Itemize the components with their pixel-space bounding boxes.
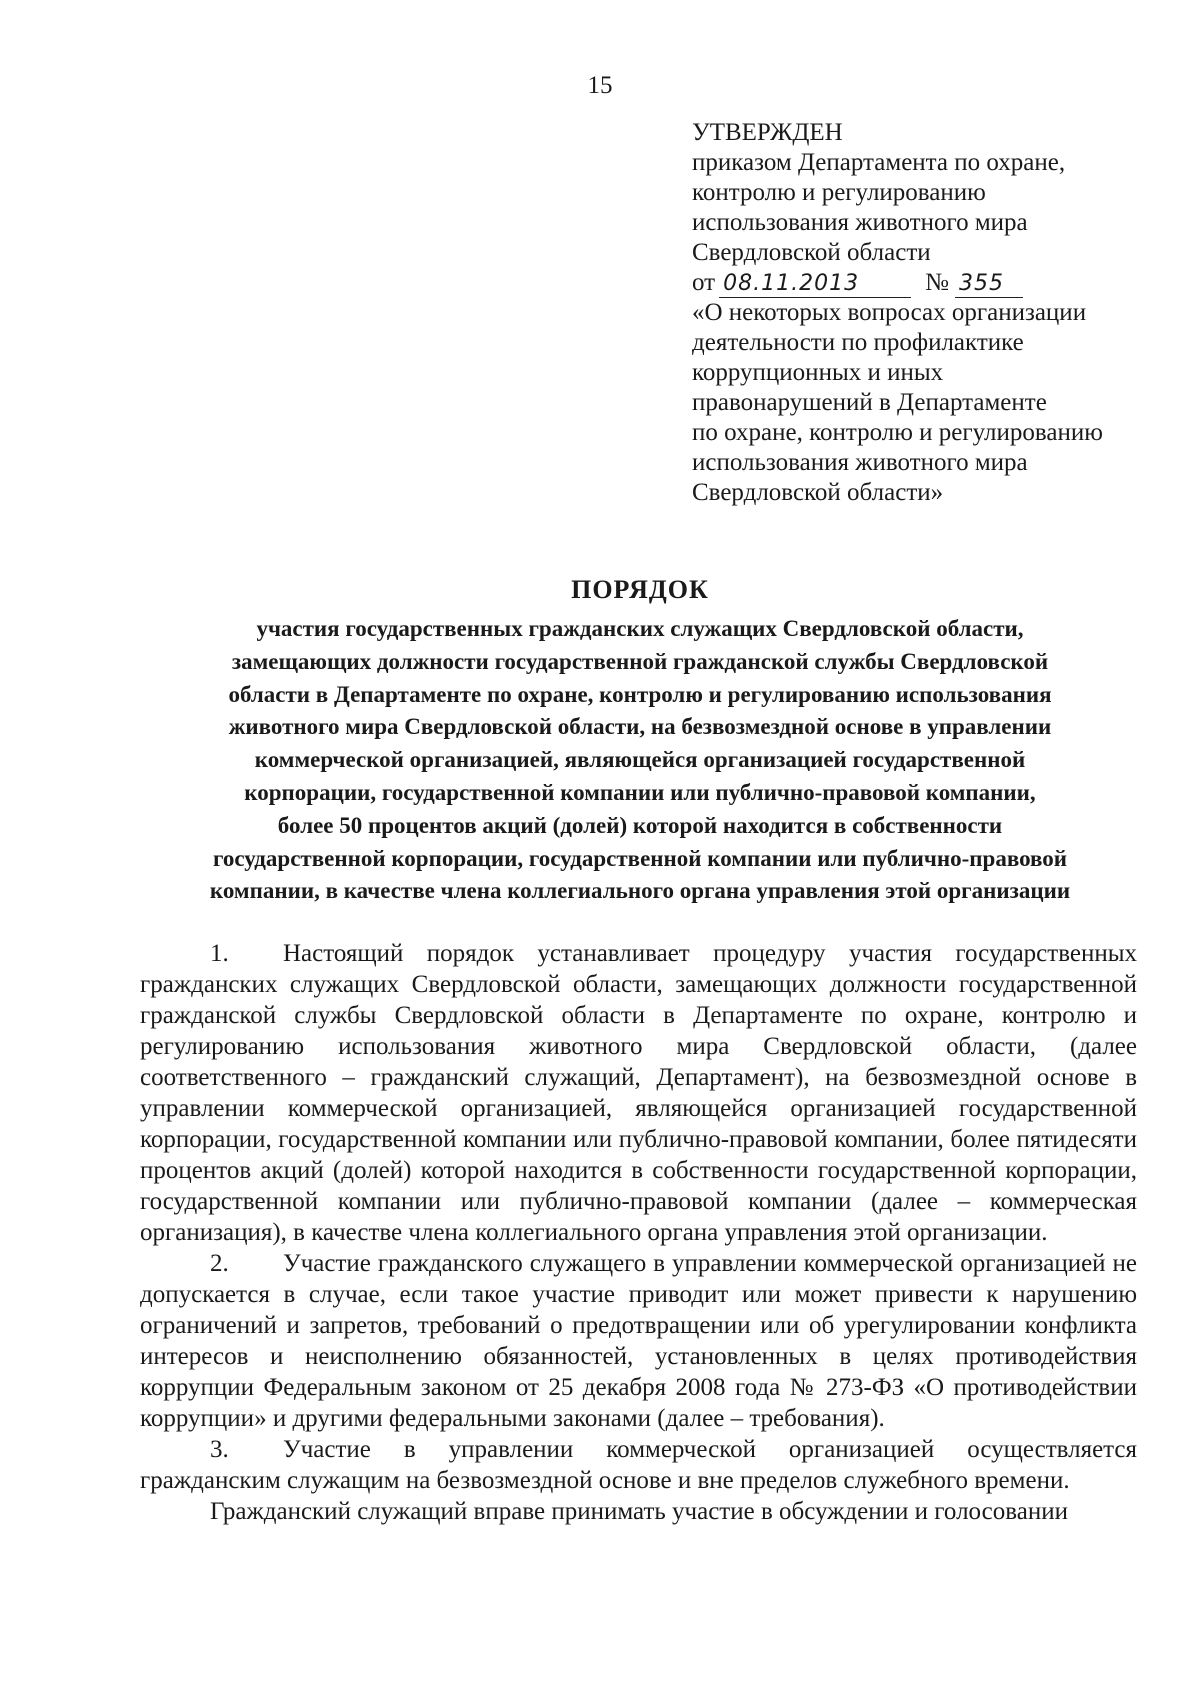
document-subtitle (140, 613, 1140, 908)
document-title: ПОРЯДОК (571, 575, 709, 604)
subtitle-line: замещающих должности государственной гражданской службы Свердловской (231, 648, 1049, 674)
paragraph-text: Участие гражданского служащего в управлении коммерческой организацией не допускается в случае, если такое участие приводит или может привести к нарушению ограничений и запретов, требований о предотвращении или об урегулировании конфликта интересов и неисполнению обязанностей, установленных в целях противодействия коррупции Федеральным законом от 25 декабря 2008 года № 273-ФЗ «О противодействии коррупции» и другими федеральными законами (далее – требования). (140, 1250, 1137, 1432)
subject-line: коррупционных и иных (692, 359, 944, 386)
paragraph-number: 1. (210, 940, 229, 967)
approval-heading: УТВЕРЖДЕН (692, 119, 843, 146)
subtitle-line: участия государственных гражданских служащих Свердловской области, (256, 616, 1024, 641)
number-sign: № (925, 269, 949, 296)
subject-line: «О некоторых вопросах организации (692, 299, 1087, 326)
approval-line: Свердловской области (692, 239, 931, 266)
paragraph-text: Участие в управлении коммерческой организацией осуществляется гражданским служащим на безвозмездной основе и вне пределов служебного времени. (140, 1436, 1137, 1494)
paragraph-3 (140, 1434, 1137, 1496)
subtitle-line: животного мира Свердловской области, на безвозмездной основе в управлении (228, 714, 1052, 740)
subtitle-line: компании, в качестве члена коллегиального органа управления этой организации (209, 878, 1071, 904)
order-date-line (692, 268, 1162, 298)
subtitle-line: коммерческой организацией, являющейся организацией государственной (254, 747, 1026, 773)
subtitle-line: области в Департаменте по охране, контролю и регулированию использования (228, 681, 1052, 707)
subject-line: использования животного мира (692, 449, 1028, 476)
subject-line: деятельности по профилактике (692, 329, 1024, 356)
subtitle-line: корпорации, государственной компании или публично-правовой компании, (244, 779, 1036, 805)
approval-line: контролю и регулированию (692, 179, 986, 206)
subtitle-line: более 50 процентов акций (долей) которой находится в собственности (277, 812, 1003, 838)
paragraph-2 (140, 1248, 1137, 1434)
document-title-block (140, 575, 1140, 908)
approval-stamp (692, 118, 1162, 508)
paragraph-text: Настоящий порядок устанавливает процедуру участия государственных гражданских служащих Свердловской области, замещающих должности государственной гражданской службы Свердловской области в Департаменте по охране, контролю и регулированию использования животного мира Свердловской области, (далее соответственного – гражданский служащий, Департамент), на безвозмездной основе в управлении коммерческой организацией, являющейся организацией государственной корпорации, государственной компании или публично-правовой компании, более пятидесяти процентов акций (долей) которой находится в собственности государственной корпорации, государственной компании или публично-правовой компании (далее – коммерческая организация), в качестве члена коллегиального органа управления этой организации. (140, 940, 1137, 1246)
document-body (140, 938, 1137, 1527)
subject-line: Свердловской области» (692, 479, 944, 506)
paragraph-text: Гражданский служащий вправе принимать участие в обсуждении и голосовании (210, 1498, 1068, 1525)
paragraph-4 (140, 1496, 1137, 1527)
date-prefix: от (692, 269, 716, 296)
paragraph-number: 2. (210, 1250, 229, 1277)
subtitle-line: государственной корпорации, государственной компании или публично-правовой (212, 845, 1068, 871)
paragraph-1 (140, 938, 1137, 1248)
paragraph-number: 3. (210, 1436, 229, 1463)
page-number: 15 (587, 72, 613, 99)
approval-line: приказом Департамента по охране, (692, 149, 1066, 176)
subject-line: правонарушений в Департаменте (692, 389, 1047, 416)
handwritten-order-number: 355 (955, 272, 1023, 298)
subject-line: по охране, контролю и регулированию (692, 419, 1103, 446)
handwritten-date: 08.11.2013 (719, 272, 911, 298)
approval-line: использования животного мира (692, 209, 1028, 236)
